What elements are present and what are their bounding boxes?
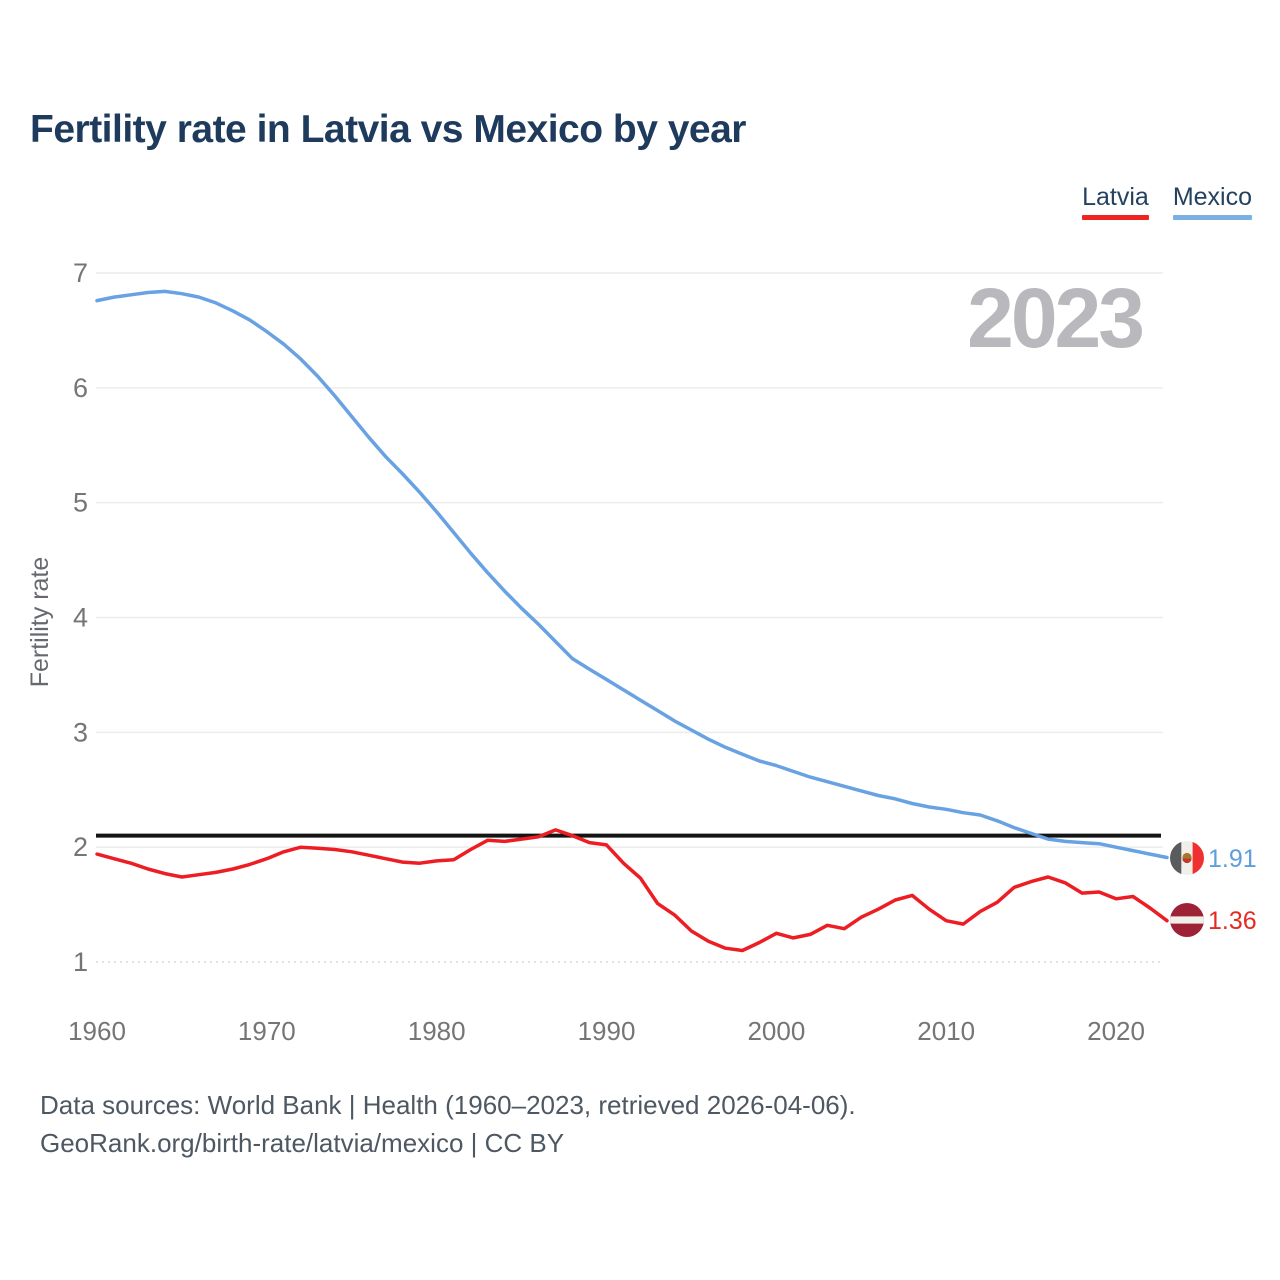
x-tick-1990: 1990 (577, 1016, 636, 1046)
legend-label-latvia: Latvia (1082, 183, 1149, 211)
gridlines (96, 273, 1163, 962)
y-tick-7: 7 (72, 258, 88, 289)
legend-label-mexico: Mexico (1172, 183, 1252, 211)
x-tick-2010: 2010 (917, 1016, 976, 1046)
source-attribution (40, 1086, 856, 1162)
x-tick-1960: 1960 (68, 1016, 126, 1046)
y-tick-6: 6 (72, 372, 88, 403)
x-axis-tick-labels (68, 1016, 1145, 1046)
y-axis-title: Fertility rate (26, 556, 54, 688)
x-tick-1970: 1970 (237, 1016, 296, 1046)
latvia-series-line (97, 830, 1167, 951)
y-tick-2: 2 (72, 832, 88, 863)
georank-url-line[interactable]: GeoRank.org/birth-rate/latvia/mexico | CC BY (40, 1128, 565, 1158)
latvia-flag-icon (1170, 903, 1204, 937)
page-title: Fertility rate in Latvia vs Mexico by year (30, 108, 746, 151)
y-tick-1: 1 (72, 947, 88, 977)
series-lines (97, 291, 1167, 950)
mexico-end-value: 1.91 (1208, 845, 1257, 873)
data-sources-line: Data sources: World Bank | Health (1960–2023, retrieved 2026-04-06). (40, 1090, 856, 1120)
y-tick-3: 3 (72, 717, 88, 748)
latvia-end-value: 1.36 (1208, 907, 1257, 935)
y-axis-tick-labels (73, 258, 88, 977)
x-tick-2020: 2020 (1087, 1016, 1145, 1046)
x-tick-2000: 2000 (747, 1016, 806, 1046)
mexico-flag-icon (1170, 841, 1204, 875)
mexico-series-line (97, 291, 1167, 857)
y-tick-5: 5 (72, 487, 88, 518)
year-watermark: 2023 (967, 271, 1142, 365)
y-tick-4: 4 (72, 602, 88, 633)
x-tick-1980: 1980 (407, 1016, 466, 1046)
